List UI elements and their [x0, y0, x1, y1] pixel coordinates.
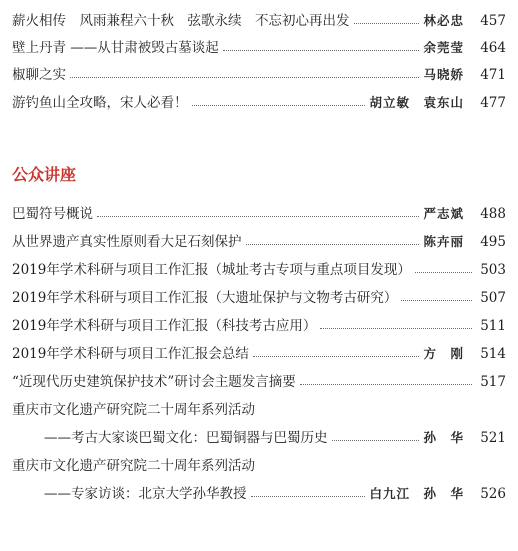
entry-page: 503: [480, 262, 506, 278]
entry-title: 椒聊之实: [12, 67, 66, 83]
entry-author: 方 刚: [423, 346, 464, 361]
toc-entry[interactable]: [12, 36, 506, 60]
leader-dots: [192, 105, 366, 106]
entry-title: ——专家访谈：北京大学孙华教授: [44, 486, 247, 502]
toc-entry[interactable]: [12, 63, 506, 87]
leader-dots: [320, 328, 472, 329]
toc-entry[interactable]: [12, 258, 506, 282]
entry-title: 巴蜀符号概说: [12, 206, 93, 222]
entry-author: 林必忠: [423, 13, 464, 28]
leader-dots: [70, 77, 419, 78]
entry-page: 511: [480, 318, 506, 334]
entry-title: 2019年学术科研与项目工作汇报（大遗址保护与文物考古研究）: [12, 290, 398, 306]
leader-dots: [246, 244, 420, 245]
entry-title: 2019年学术科研与项目工作汇报（城址考古专项与重点项目发现）: [12, 262, 411, 278]
entry-title: 从世界遗产真实性原则看大足石刻保护: [12, 234, 242, 250]
toc-entry[interactable]: [12, 202, 506, 226]
leader-dots: [300, 384, 472, 385]
entry-author: 马晓娇: [423, 67, 464, 82]
toc-entry[interactable]: [12, 286, 506, 310]
entry-author: 胡立敏 袁东山: [369, 95, 464, 110]
entry-page: 477: [480, 95, 506, 111]
entry-page: 464: [480, 40, 506, 56]
leader-dots: [415, 272, 472, 273]
entry-title: 重庆市文化遗产研究院二十周年系列活动: [12, 458, 255, 474]
entry-page: 507: [480, 290, 506, 306]
entry-page: 495: [480, 234, 506, 250]
toc-entry[interactable]: [12, 230, 506, 254]
entry-page: 514: [480, 346, 506, 362]
entry-page: 526: [480, 486, 506, 502]
entry-author: 严志斌: [423, 206, 464, 221]
section-heading: 公众讲座: [12, 165, 77, 184]
toc-entry[interactable]: [12, 91, 506, 115]
entry-title: 壁上丹青 ——从甘肃被毁古墓谈起: [12, 40, 219, 56]
leader-dots: [401, 300, 472, 301]
leader-dots: [253, 356, 420, 357]
toc-entry-heading[interactable]: [12, 454, 506, 478]
toc-entry[interactable]: [44, 426, 506, 450]
leader-dots: [97, 216, 419, 217]
entry-page: 471: [480, 67, 506, 83]
entry-title: 游钓鱼山全攻略，宋人必看！: [12, 95, 188, 111]
entry-page: 488: [480, 206, 506, 222]
leader-dots: [332, 440, 420, 441]
toc-entry[interactable]: [12, 370, 506, 394]
entry-page: 521: [480, 430, 506, 446]
toc-entry[interactable]: [12, 342, 506, 366]
entry-title: 重庆市文化遗产研究院二十周年系列活动: [12, 402, 255, 418]
entry-author: 孙 华: [423, 430, 464, 445]
entry-page: 517: [480, 374, 506, 390]
leader-dots: [354, 23, 420, 24]
entry-page: 457: [480, 13, 506, 29]
entry-author: 余莞莹: [423, 40, 464, 55]
entry-title: 2019年学术科研与项目工作汇报会总结: [12, 346, 249, 362]
toc-entry[interactable]: [44, 482, 506, 506]
toc-entry-heading[interactable]: [12, 398, 506, 422]
toc-entry[interactable]: [12, 9, 506, 33]
entry-author: 陈卉丽: [423, 234, 464, 249]
entry-title: 2019年学术科研与项目工作汇报（科技考古应用）: [12, 318, 317, 334]
entry-author: 白九江 孙 华: [369, 486, 464, 501]
leader-dots: [223, 50, 420, 51]
entry-title: ——考古大家谈巴蜀文化：巴蜀铜器与巴蜀历史: [44, 430, 328, 446]
leader-dots: [251, 496, 366, 497]
entry-title: 薪火相传 风雨兼程六十秋 弦歌永续 不忘初心再出发: [12, 13, 350, 29]
toc-entry[interactable]: [12, 314, 506, 338]
entry-title: “近现代历史建筑保护技术”研讨会主题发言摘要: [12, 374, 296, 390]
